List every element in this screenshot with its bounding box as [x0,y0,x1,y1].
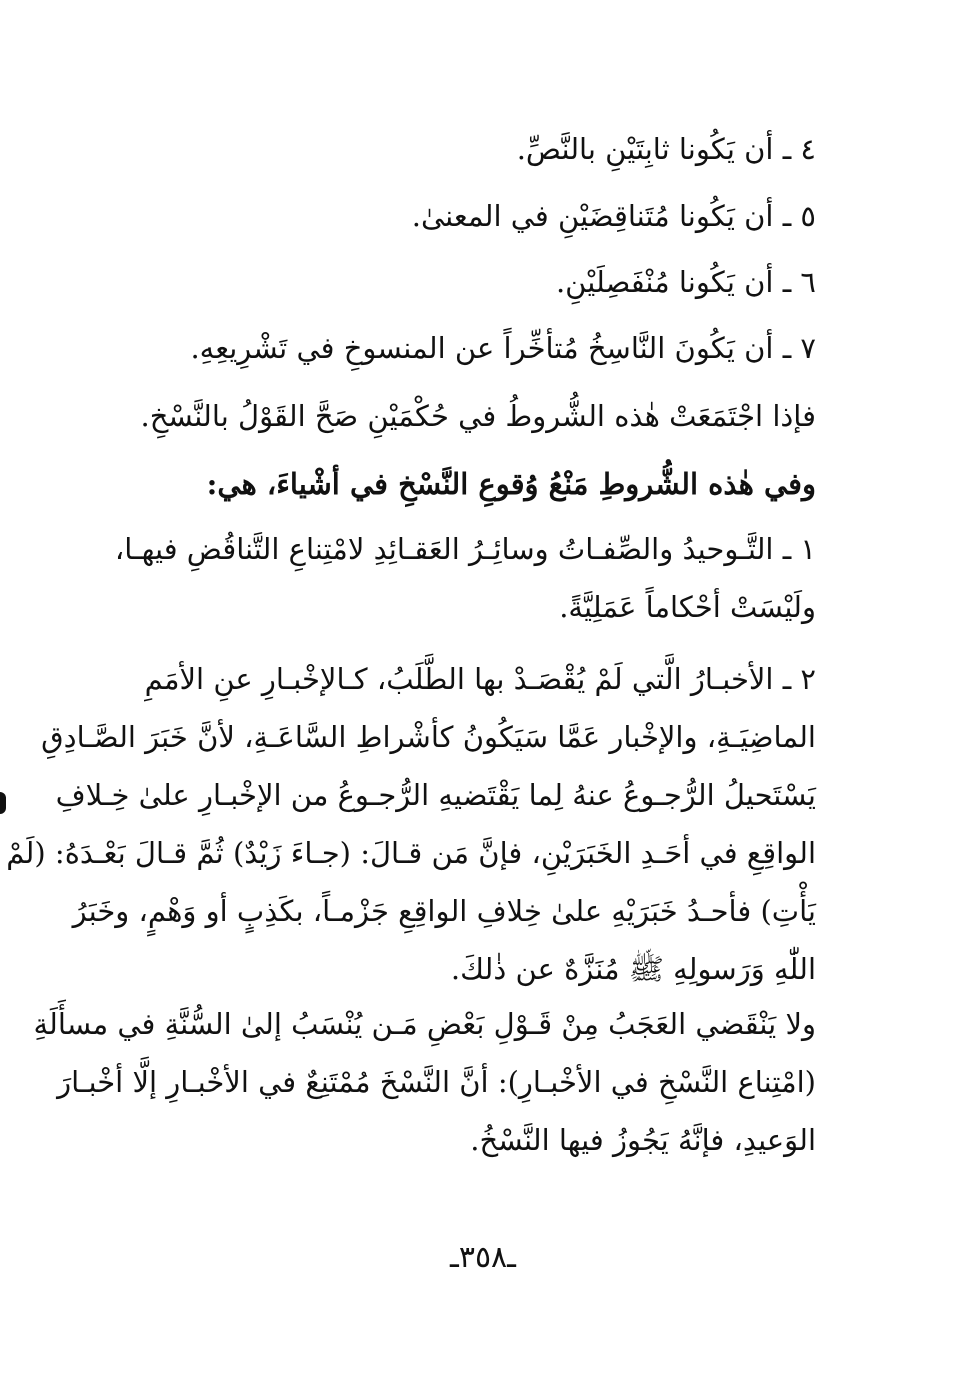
paragraph-akhbar [6,650,816,998]
scan-edge-mark [0,792,6,814]
paragraph-line: يَسْتَحيلُ الرُّجـوعُ عنهُ لِما يَقْتَضيهِ الرُّجـوعُ من الإخْبـارِ علىٰ خِـلافِ [55,778,816,812]
paragraph-line: ١ ـ التَّـوحيدُ والصِّفـاتُ وسائِـرُ العَقـائِدِ لامْتِناعِ التَّناقُضِ فيهـا، [114,532,816,566]
paragraph-tawhid [114,520,816,636]
paragraph-line: ولا يَنْقَضي العَجَبُ مِنْ قَـوْلِ بَعْضِ مَـن يُنْسَبُ إلىٰ السُّنَّةِ في مسأَلَةِ [33,1007,816,1041]
list-item: ٥ ـ أن يَكُونا مُتَناقِضَيْنِ في المعنىٰ. [411,199,816,233]
paragraph-line: الواقِعِ في أحَـدِ الخَبَرَيْنِ، فإنَّ مَن قـالَ: (جـاءَ زَيْدٌ) ثُمَّ قـالَ بَعْـدَهُ: (لَمْ [6,836,816,870]
list-item: ٧ ـ أن يَكُونَ النَّاسِخُ مُتأخِّراً عن المنسوخِ في تَشْرِيعِهِ. [190,331,816,365]
paragraph-line: (امْتِناع النَّسْخِ في الأخْبـارِ): أنَّ النَّسْخَ مُمْتَنِعٌ في الأخْبـارِ إلَّا أخْبـارَ [57,1065,816,1099]
conditions-list [156,120,816,377]
paragraph-line: الوَعيدِ، فإنَّهُ يَجُوزُ فيها النَّسْخُ. [470,1123,816,1157]
paragraph-line: ولَيْسَتْ أحْكاماً عَمَلِيَّةً. [559,590,816,624]
paragraph-line: يَأْتِ) فأحـدُ خَبَرَيْهِ علىٰ خِلافِ الواقِعِ جَزْمـاً، بكَذِبٍ أو وَهْمٍ، وخَبَرُ [72,894,816,928]
list-item: ٦ ـ أن يَكُونا مُنْفَصِلَيْنِ. [555,265,816,299]
list-item: ٤ ـ أن يَكُونا ثابِتَيْنِ بالنَّصِّ. [516,132,816,166]
paragraph-line: وفي هٰذه الشُّروطِ مَنْعُ وُقوعِ النَّسْخِ في أشْياءَ، هي: [206,467,816,501]
paragraph-line: ٢ ـ الأخبـارُ الَّتي لَمْ يُقْصَـدْ بها الطَّلَبُ، كـالإخْبـارِ عنِ الأمَمِ [144,662,816,696]
paragraph-line: اللّٰهِ وَرَسولِهِ ﷺ مُنَزَّهٌ عن ذٰلكَ. [450,952,816,986]
page-number: ـ٣٥٨ـ [450,1240,516,1275]
paragraph-ajab [33,995,816,1169]
section-intro [156,455,816,513]
paragraph-line: الماضِيَـةِ، والإخْبار عَمَّا سَيَكُونُ كأشْراطِ السَّاعَـةِ، لأنَّ خَبَرَ الصَّـادِقِ [41,720,816,754]
paragraph-line: فإذا اجْتَمَعَتْ هٰذه الشُّروطُ في حُكْمَيْنِ صَحَّ القَوْلُ بالنَّسْخِ. [140,399,816,433]
conclusion-paragraph [140,387,816,445]
